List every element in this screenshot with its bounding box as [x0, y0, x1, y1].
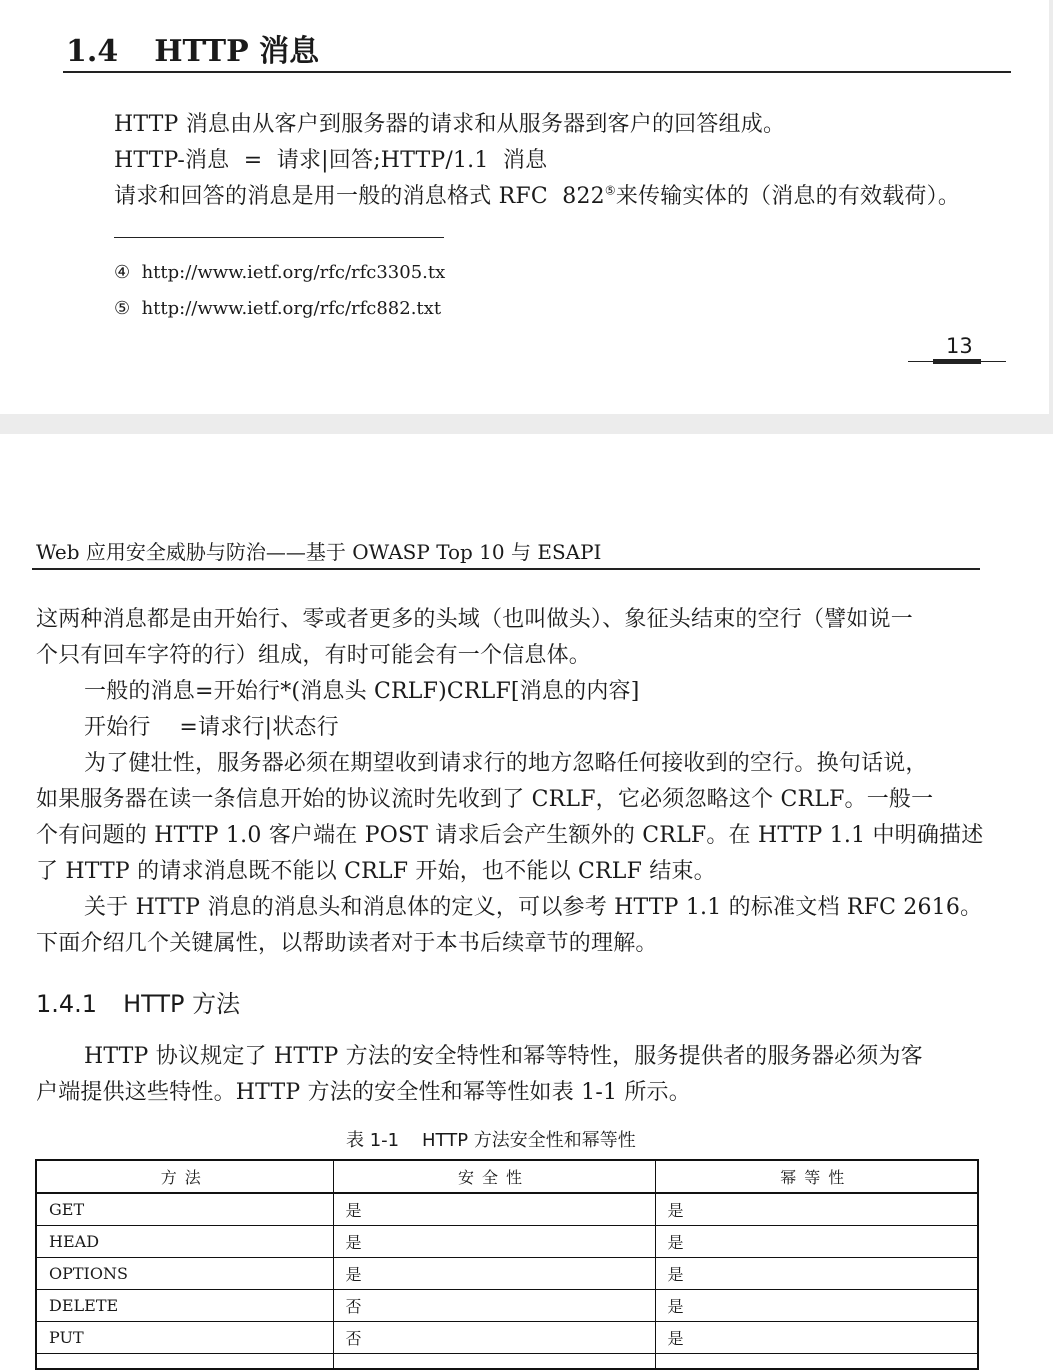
page-number: 13 [946, 334, 973, 358]
footnote-link[interactable]: http://www.ietf.org/rfc/rfc882.txt [141, 298, 442, 319]
body-line-3-tail: 来传输实体的（消息的有效载荷）。 [615, 184, 961, 209]
section-number: 1.4 [66, 34, 119, 69]
footnote-ref-5[interactable]: ⑤ [604, 183, 616, 198]
section-heading [66, 26, 319, 70]
table-row [36, 1226, 978, 1258]
body-line-3-text: 请求和回答的消息是用一般的消息格式 RFC 822 [114, 184, 605, 209]
table-caption: 表 1-1 HTTP 方法安全性和幂等性 [346, 1130, 636, 1151]
section-title: HTTP 消息 [154, 34, 320, 69]
paragraph-line: 了 HTTP 的请求消息既不能以 CRLF 开始，也不能以 CRLF 结束。 [36, 859, 716, 884]
table-row [36, 1322, 978, 1354]
paragraph-line: 这两种消息都是由开始行、零或者更多的头域（也叫做头）、象征头结束的空行（譬如说一 [36, 607, 914, 632]
cell-idempotency: 是 [655, 1193, 978, 1226]
header-idempotency: 幂等性 [655, 1160, 978, 1193]
cell-method: GET [36, 1193, 333, 1226]
cell-idempotency: 是 [655, 1322, 978, 1354]
header-safety: 安全性 [333, 1160, 655, 1193]
footnote-separator [114, 237, 444, 238]
cell-method: OPTIONS [36, 1258, 333, 1290]
table-row-cut-off [36, 1354, 978, 1370]
cell-safety: 是 [333, 1193, 655, 1226]
cell-safety: 否 [333, 1290, 655, 1322]
cell-safety: 是 [333, 1258, 655, 1290]
table-row [36, 1290, 978, 1322]
paragraph-line: 下面介绍几个关键属性，以帮助读者对于本书后续章节的理解。 [36, 931, 658, 956]
cell-idempotency: 是 [655, 1226, 978, 1258]
paragraph-line: 关于 HTTP 消息的消息头和消息体的定义，可以参考 HTTP 1.1 的标准文档 RFC 2616。 [84, 895, 983, 920]
running-header-rule [32, 568, 980, 570]
subsection-heading [36, 984, 240, 1019]
footnote-4 [114, 262, 445, 283]
table-row [36, 1258, 978, 1290]
paragraph-line: 如果服务器在读一条信息开始的协议流时先收到了 CRLF，它必须忽略这个 CRLF。一般一 [36, 787, 934, 812]
cell-idempotency: 是 [655, 1290, 978, 1322]
footnote-link[interactable]: http://www.ietf.org/rfc/rfc3305.tx [141, 262, 446, 283]
page-13 [0, 0, 1049, 414]
cell-method: PUT [36, 1322, 333, 1354]
subsection-number: 1.4.1 [36, 990, 98, 1018]
heading-rule [63, 71, 1011, 73]
running-header: Web 应用安全威胁与防治——基于 OWASP Top 10 与 ESAPI [36, 540, 602, 564]
footnote-marker: ⑤ [114, 298, 131, 319]
body-line-1: HTTP 消息由从客户到服务器的请求和从服务器到客户的回答组成。 [114, 112, 786, 137]
body-line-2: HTTP-消息 = 请求|回答;HTTP/1.1 消息 [114, 148, 548, 173]
paragraph-line: 个有问题的 HTTP 1.0 客户端在 POST 请求后会产生额外的 CRLF。在 HTTP 1.1 中明确描述 [36, 823, 984, 848]
cell-method: HEAD [36, 1226, 333, 1258]
paragraph-line: 为了健壮性，服务器必须在期望收到请求行的地方忽略任何接收到的空行。换句话说， [84, 751, 928, 776]
paragraph-line: 一般的消息=开始行*(消息头 CRLF)CRLF[消息的内容] [84, 679, 640, 704]
page-number-bar [933, 359, 981, 364]
paragraph-line: 个只有回车字符的行）组成，有时可能会有一个信息体。 [36, 643, 592, 668]
table-row [36, 1193, 978, 1226]
methods-table [35, 1159, 979, 1370]
cell-method: DELETE [36, 1290, 333, 1322]
table-header-row [36, 1160, 978, 1193]
page-14 [0, 434, 1053, 1370]
header-method: 方法 [36, 1160, 333, 1193]
body-line-3 [114, 179, 960, 210]
cell-idempotency: 是 [655, 1258, 978, 1290]
footnote-marker: ④ [114, 262, 131, 283]
paragraph-line: 开始行 =请求行|状态行 [84, 715, 339, 740]
subsection-title: HTTP 方法 [123, 990, 241, 1018]
intro-line: HTTP 协议规定了 HTTP 方法的安全特性和幂等特性，服务提供者的服务器必须为客 [84, 1044, 923, 1069]
footnote-5 [114, 298, 441, 319]
cell-safety: 是 [333, 1226, 655, 1258]
cell-safety: 否 [333, 1322, 655, 1354]
intro-line: 户端提供这些特性。HTTP 方法的安全性和幂等性如表 1-1 所示。 [36, 1080, 691, 1105]
